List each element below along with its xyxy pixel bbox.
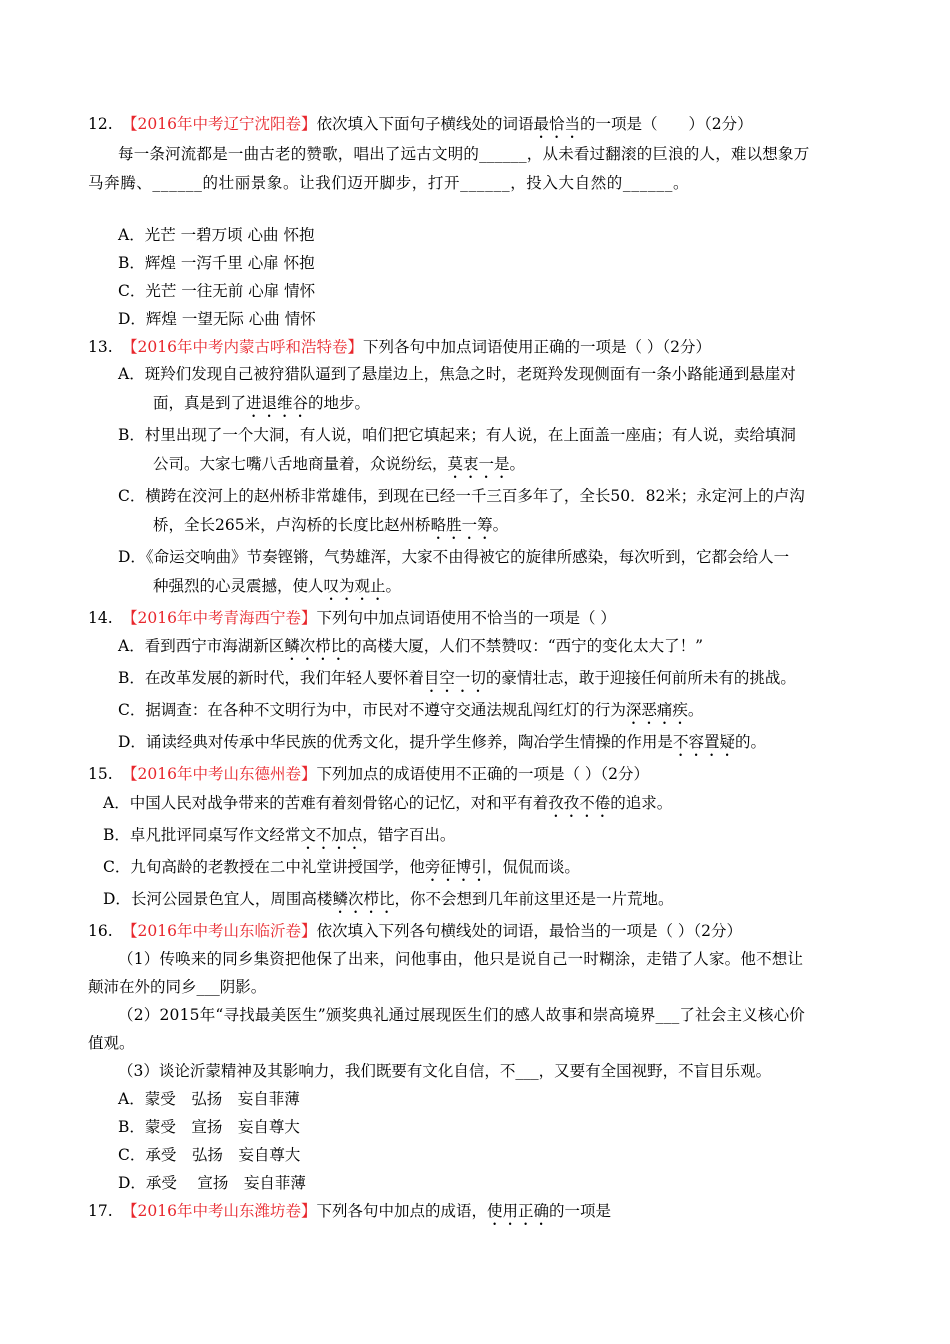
emphasis-text: 略胜一筹 bbox=[430, 516, 493, 534]
sentence-2-cont: 值观。 bbox=[88, 1034, 135, 1052]
emphasis-text: 旁征博引 bbox=[424, 858, 487, 876]
option-b-cont: 公司。大家七嘴八舌地商量着，众说纷纭，莫衷一是。 bbox=[153, 455, 526, 473]
sentence-1-cont: 颠沛在外的同乡___阴影。 bbox=[88, 978, 267, 996]
option-d: D．《命运交响曲》节奏铿锵，气势雄浑，大家不由得被它的旋律所感染，每次听到，它都会给人一 bbox=[118, 548, 790, 566]
source-tag: 【2016年中考山东德州卷】 bbox=[122, 765, 317, 783]
option-a-cont: 面，真是到了进退维谷的地步。 bbox=[153, 394, 371, 412]
source-tag: 【2016年中考内蒙古呼和浩特卷】 bbox=[122, 338, 363, 356]
sentence-3: （3）谈论沂蒙精神及其影响力，我们既要有文化自信，不___，又要有全国视野，不盲目乐观。 bbox=[118, 1062, 772, 1080]
question-16-header: 16. 【2016年中考山东临沂卷】依次填入下列各句横线处的词语，最恰当的一项是（ ）（2分） bbox=[88, 922, 742, 940]
option-a: A．斑羚们发现自己被狩猎队逼到了悬崖边上，焦急之时，老斑羚发现侧面有一条小路能通到悬崖对 bbox=[118, 365, 796, 383]
option-d: D．长河公园景色宜人，周围高楼鳞次栉比，你不会想到几年前这里还是一片荒地。 bbox=[103, 890, 674, 908]
passage-line: 马奔腾、______的壮丽景象。让我们迈开脚步，打开______，投入大自然的______。 bbox=[88, 174, 690, 192]
source-tag: 【2016年中考辽宁沈阳卷】 bbox=[122, 115, 317, 133]
option-d: D．辉煌 一望无际 心曲 情怀 bbox=[118, 310, 316, 328]
option-a: A．看到西宁市海湖新区鳞次栉比的高楼大厦，人们不禁赞叹：“西宁的变化太大了！” bbox=[118, 637, 704, 655]
option-d: D．诵读经典对传承中华民族的优秀文化，提升学生修养，陶冶学生情操的作用是不容置疑的。 bbox=[118, 733, 766, 751]
emphasis-text: 深恶痛疾 bbox=[625, 701, 688, 719]
emphasis-text: 鳞次栉比 bbox=[332, 890, 395, 908]
question-12-header: 12. 【2016年中考辽宁沈阳卷】依次填入下面句子横线处的词语最恰当的一项是（ ）（2分） bbox=[88, 115, 753, 133]
sentence-1: （1）传唤来的同乡集资把他保了出来，问他事由，他只是说自己一时糊涂，走错了人家。他不想让 bbox=[118, 950, 804, 968]
option-c: C．承受 弘扬 妄自尊大 bbox=[118, 1146, 301, 1164]
emphasis-text: 文不加点 bbox=[300, 826, 363, 844]
option-b: B．村里出现了一个大洞，有人说，咱们把它填起来；有人说，在上面盖一座庙；有人说，卖给填洞 bbox=[118, 426, 796, 444]
emphasis-text: 叹为观止 bbox=[323, 577, 386, 595]
option-b: B．蒙受 宣扬 妄自尊大 bbox=[118, 1118, 300, 1136]
question-number: 14. bbox=[88, 609, 113, 627]
question-number: 13. bbox=[88, 338, 113, 356]
option-c: C．据调查：在各种不文明行为中，市民对不遵守交通法规乱闯红灯的行为深恶痛疾。 bbox=[118, 701, 704, 719]
source-tag: 【2016年中考青海西宁卷】 bbox=[122, 609, 317, 627]
emphasis-text: 孜孜不倦 bbox=[548, 794, 611, 812]
option-a: A．光芒 一碧万顷 心曲 怀抱 bbox=[118, 226, 315, 244]
question-number: 17. bbox=[88, 1202, 113, 1220]
emphasis-text: 不容置疑 bbox=[672, 733, 735, 751]
option-a: A．蒙受 弘扬 妄自菲薄 bbox=[118, 1090, 300, 1108]
emphasis-text: 最恰当 bbox=[533, 115, 580, 133]
question-15-header: 15. 【2016年中考山东德州卷】下列加点的成语使用不正确的一项是（ ）（2分） bbox=[88, 765, 649, 783]
question-13-header: 13. 【2016年中考内蒙古呼和浩特卷】下列各句中加点词语使用正确的一项是（ ）（2分） bbox=[88, 338, 711, 356]
emphasis-text: 进退维谷 bbox=[246, 394, 309, 412]
option-d-cont: 种强烈的心灵震撼，使人叹为观止。 bbox=[153, 577, 402, 595]
sentence-2: （2）2015年“寻找最美医生”颁奖典礼通过展现医生们的感人故事和崇高境界___了社会主义核心价 bbox=[118, 1006, 806, 1024]
option-c-cont: 桥，全长265米，卢沟桥的长度比赵州桥略胜一筹。 bbox=[153, 516, 509, 534]
option-c: C．光芒 一往无前 心扉 情怀 bbox=[118, 282, 316, 300]
source-tag: 【2016年中考山东潍坊卷】 bbox=[122, 1202, 317, 1220]
passage-line: 每一条河流都是一曲古老的赞歌，唱出了远古文明的______，从未看过翻滚的巨浪的人，难以想象万 bbox=[118, 145, 810, 163]
option-c: C．横跨在洨河上的赵州桥非常雄伟，到现在已经一千三百多年了，全长50．82米；永定河上的卢沟 bbox=[118, 487, 805, 505]
question-17-header: 17. 【2016年中考山东潍坊卷】下列各句中加点的成语，使用正确的一项是 bbox=[88, 1202, 611, 1220]
question-number: 16. bbox=[88, 922, 113, 940]
option-b: B．辉煌 一泻千里 心扉 怀抱 bbox=[118, 254, 315, 272]
question-number: 12. bbox=[88, 115, 113, 133]
question-number: 15. bbox=[88, 765, 113, 783]
emphasis-text: 莫衷一是 bbox=[447, 455, 510, 473]
option-c: C．九旬高龄的老教授在二中礼堂讲授国学，他旁征博引，侃侃而谈。 bbox=[103, 858, 580, 876]
emphasis-text: 鳞次栉比 bbox=[284, 637, 347, 655]
source-tag: 【2016年中考山东临沂卷】 bbox=[122, 922, 317, 940]
option-a: A．中国人民对战争带来的苦难有着刻骨铭心的记忆，对和平有着孜孜不倦的追求。 bbox=[103, 794, 673, 812]
emphasis-text: 使用正确 bbox=[486, 1202, 549, 1220]
emphasis-text: 目空一切 bbox=[423, 669, 486, 687]
question-14-header: 14. 【2016年中考青海西宁卷】下列句中加点词语使用不恰当的一项是（ ） bbox=[88, 609, 616, 627]
option-b: B．卓凡批评同桌写作文经常文不加点，错字百出。 bbox=[103, 826, 456, 844]
option-d: D．承受 宣扬 妄自菲薄 bbox=[118, 1174, 306, 1192]
option-b: B．在改革发展的新时代，我们年轻人要怀着目空一切的豪情壮志，敢于迎接任何前所未有的挑战。 bbox=[118, 669, 796, 687]
